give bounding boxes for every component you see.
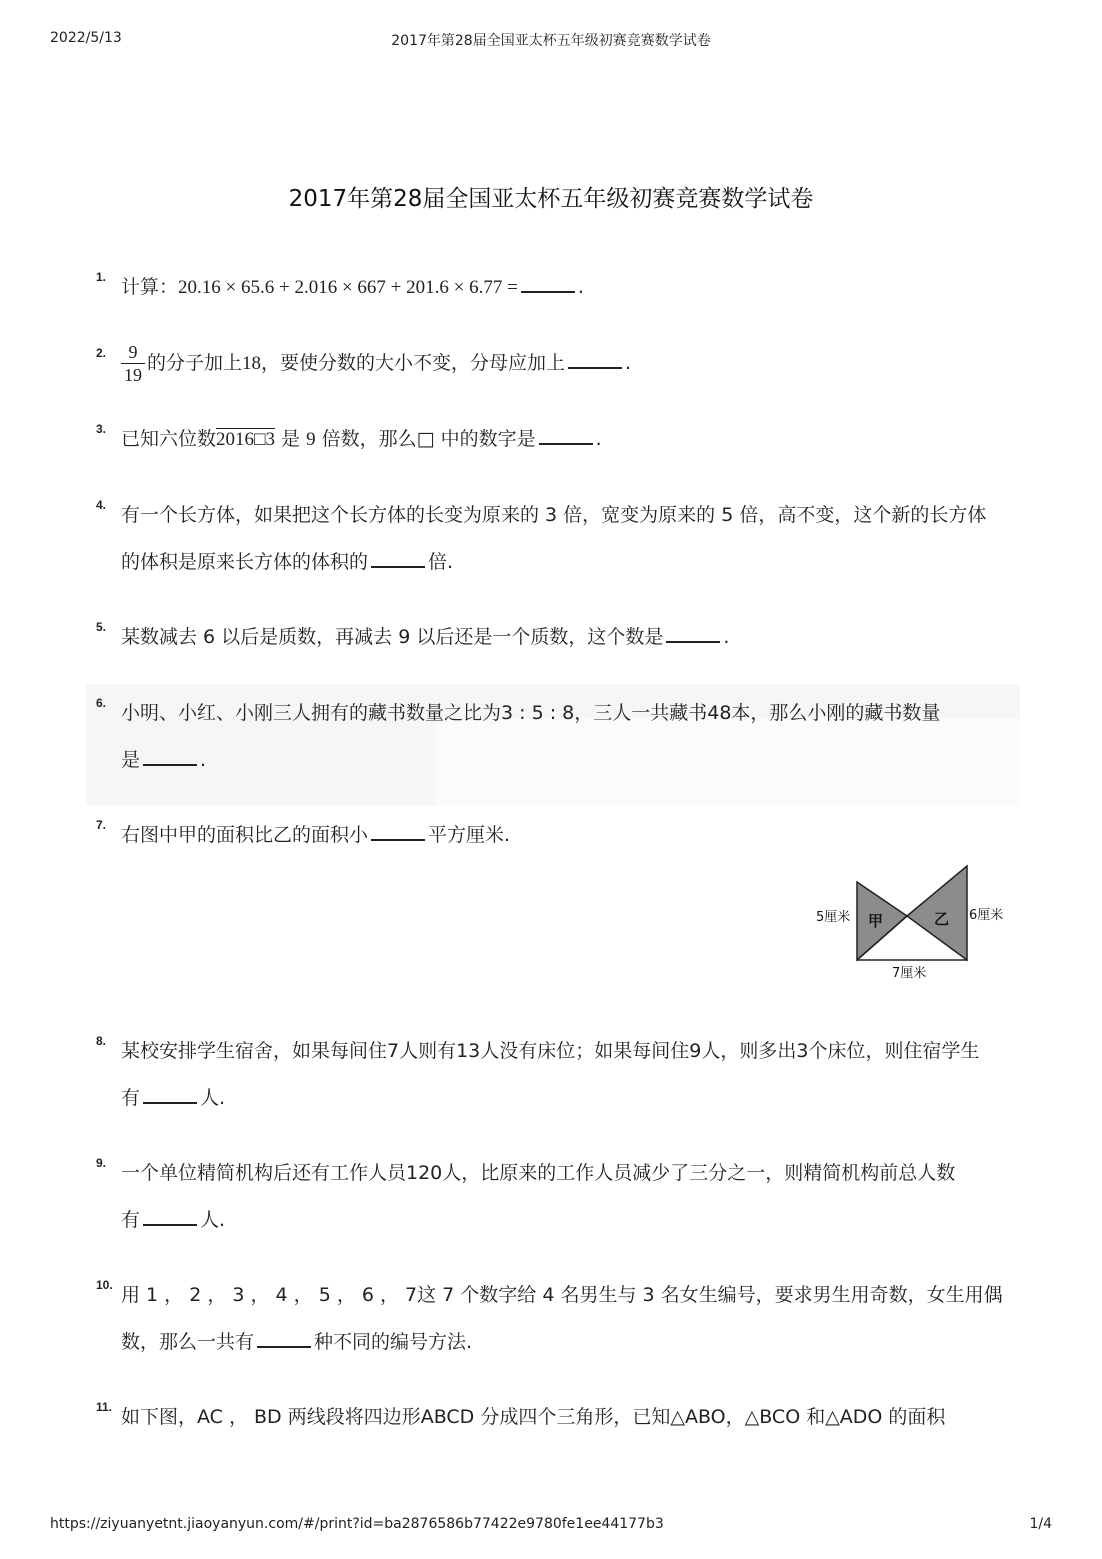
question-number: 2. xyxy=(96,346,107,360)
question-suffix: 人. xyxy=(200,1087,226,1109)
answer-blank[interactable] xyxy=(521,275,575,293)
question-text-line1: 某校安排学生宿舍，如果每间住7人则有13人没有床位；如果每间住9人，则多出3个床位，则住宿学生 xyxy=(121,1040,980,1062)
question-suffix: . xyxy=(723,626,730,648)
question-text: 右图中甲的面积比乙的面积小 xyxy=(121,824,369,846)
question-text: 某数减去 6 以后是质数，再减去 9 以后还是一个质数，这个数是 xyxy=(121,626,664,648)
question-text: 已知六位数 xyxy=(121,428,217,450)
question-number: 5. xyxy=(96,620,107,634)
answer-blank[interactable] xyxy=(143,1208,197,1226)
question-text-line1: 小明、小红、小刚三人拥有的藏书数量之比为3 : 5 : 8，三人一共藏书48本，那么小刚的藏书数量 xyxy=(121,702,941,724)
question-number: 7. xyxy=(96,818,107,832)
question-number: 11. xyxy=(96,1400,113,1414)
question-suffix: 倍. xyxy=(428,551,454,573)
question-text-line1: 一个单位精简机构后还有工作人员120人，比原来的工作人员减少了三分之一，则精简机构前总人数 xyxy=(121,1162,956,1184)
question-number: 10. xyxy=(96,1278,113,1292)
header-date: 2022/5/13 xyxy=(50,30,122,46)
question-text: ，要使分数的大小不变，分母应加上 xyxy=(261,352,566,374)
question-number: 4. xyxy=(96,498,107,512)
bowtie-figure xyxy=(810,860,1020,986)
label-bottom-side: 7厘米 xyxy=(892,966,927,981)
question-text-line2: 有 xyxy=(121,1087,141,1109)
footer-page-number: 1/4 xyxy=(1029,1516,1052,1532)
fraction-numerator: 9 xyxy=(121,341,145,364)
answer-blank[interactable] xyxy=(666,625,720,643)
footer-url[interactable]: https://ziyuanyetnt.jiaoyanyun.com/#/print?id=ba2876586b77422e9780fe1ee44177b3 xyxy=(50,1516,664,1532)
answer-blank[interactable] xyxy=(257,1330,311,1348)
question-2 xyxy=(96,340,1016,387)
label-left-side: 5厘米 xyxy=(816,910,851,925)
label-jia: 甲 xyxy=(868,912,884,930)
question-text-line2: 有 xyxy=(121,1209,141,1231)
question-text: 是 xyxy=(275,428,307,450)
question-text-line1: 如下图，AC ， BD 两线段将四边形ABCD 分成四个三角形，已知△ABO，△BCO 和△ADO 的面积 xyxy=(121,1406,946,1428)
math-number: 9 xyxy=(306,429,316,450)
question-text-line1: 有一个长方体，如果把这个长方体的长变为原来的 3 倍，宽变为原来的 5 倍，高不变，这个新的长方体 xyxy=(121,504,987,526)
question-8 xyxy=(96,1028,1016,1122)
question-suffix: . xyxy=(625,352,632,374)
fraction xyxy=(121,341,145,386)
question-text-line2: 的体积是原来长方体的体积的 xyxy=(121,551,369,573)
math-number: 18 xyxy=(242,353,262,374)
math-expression: 20.16 × 65.6 + 2.016 × 667 + 201.6 × 6.77 = xyxy=(178,277,518,298)
fraction-denominator: 19 xyxy=(124,365,142,385)
page-title: 2017年第28届全国亚太杯五年级初赛竞赛数学试卷 xyxy=(288,186,814,212)
label-right-side: 6厘米 xyxy=(969,908,1004,923)
answer-blank[interactable] xyxy=(568,351,622,369)
question-9 xyxy=(96,1150,1016,1244)
answer-blank[interactable] xyxy=(143,748,197,766)
answer-blank[interactable] xyxy=(143,1086,197,1104)
question-number: 9. xyxy=(96,1156,107,1170)
answer-blank[interactable] xyxy=(539,427,593,445)
question-text-line1: 用 1 ， 2 ， 3 ， 4 ， 5 ， 6 ， 7这 7 个数字给 4 名男生与 3 名女生编号，要求男生用奇数，女生用偶 xyxy=(121,1284,1003,1306)
question-text-line2: 数，那么一共有 xyxy=(121,1331,255,1353)
question-text: 倍数，那么□ 中的数字是 xyxy=(315,428,536,450)
question-suffix: . xyxy=(595,428,602,450)
question-suffix: 人. xyxy=(200,1209,226,1231)
overline-number: 2016□3 xyxy=(216,429,275,450)
question-text-line2: 是 xyxy=(121,749,141,771)
question-number: 8. xyxy=(96,1034,107,1048)
question-number: 6. xyxy=(96,696,107,710)
answer-blank[interactable] xyxy=(371,550,425,568)
question-suffix: 平方厘米. xyxy=(428,824,511,846)
question-suffix: . xyxy=(200,749,207,771)
question-text: 计算： xyxy=(121,276,179,298)
question-10 xyxy=(96,1272,1016,1366)
question-suffix: . xyxy=(577,276,584,298)
question-4 xyxy=(96,492,1016,586)
question-5 xyxy=(96,614,1016,661)
question-1 xyxy=(96,264,1016,311)
header-title: 2017年第28届全国亚太杯五年级初赛竞赛数学试卷 xyxy=(391,33,711,49)
question-suffix: 种不同的编号方法. xyxy=(314,1331,473,1353)
question-11 xyxy=(96,1394,1016,1441)
question-3 xyxy=(96,416,1016,463)
question-7 xyxy=(96,812,1016,859)
question-6 xyxy=(96,690,1016,784)
question-number: 1. xyxy=(96,270,107,284)
answer-blank[interactable] xyxy=(371,823,425,841)
label-yi: 乙 xyxy=(934,910,950,928)
question-number: 3. xyxy=(96,422,107,436)
question-text: 的分子加上 xyxy=(147,352,243,374)
